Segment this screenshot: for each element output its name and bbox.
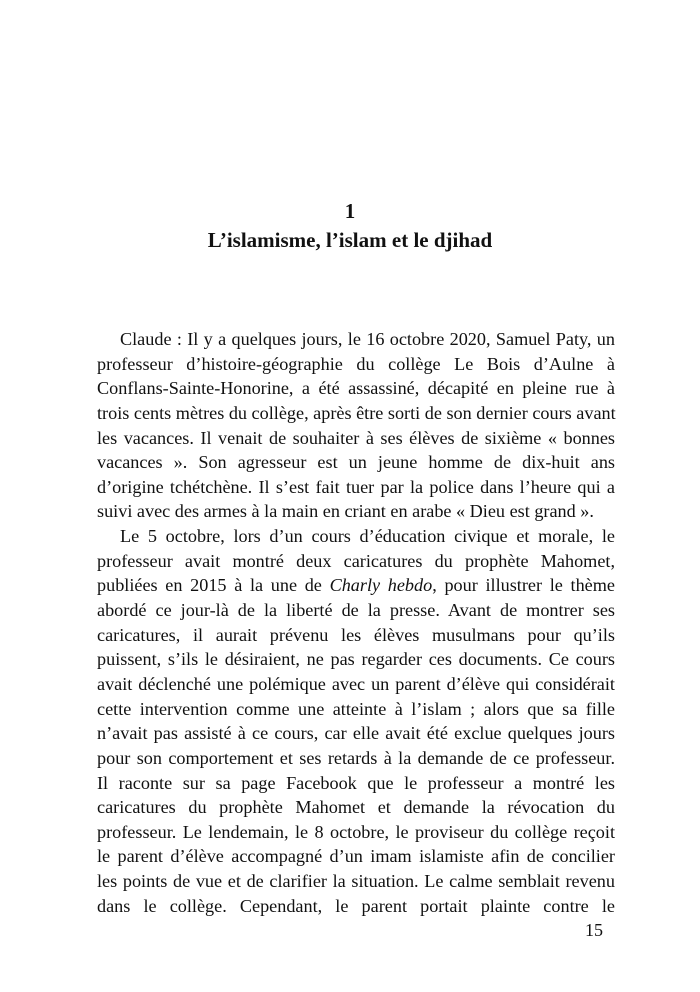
chapter-title: L’islamisme, l’islam et le djihad — [207, 228, 493, 252]
text-line: puissent, s’ils le désiraient, ne pas regarder ces documents. Ce cours — [97, 649, 615, 670]
text-line-with-italic — [97, 573, 615, 598]
text-line: dans le collège. Cependant, le parent portait plainte contre le — [97, 895, 615, 916]
publication-title: Charly hebdo — [329, 575, 433, 596]
text-line: les vacances. Il venait de souhaiter à ses élèves de sixième « bonnes — [97, 427, 615, 448]
text-line: d’origine tchétchène. Il s’est fait tuer par la police dans l’heure qui a — [97, 476, 615, 497]
text-line: trois cents mètres du collège, après être sorti de son dernier cours avant — [97, 402, 616, 423]
text-line: professeur d’histoire-géographie du collège Le Bois d’Aulne à — [97, 353, 615, 374]
text-line: vacances ». Son agresseur est un jeune homme de dix-huit ans — [97, 452, 615, 473]
text-line: abordé ce jour-là de la liberté de la presse. Avant de montrer ses — [97, 600, 615, 621]
text-line: pour son comportement et ses retards à la demande de ce professeur. — [97, 747, 615, 768]
page-number: 15 — [585, 920, 603, 940]
text-line: Conflans-Sainte-Honorine, a été assassiné, décapité en pleine rue à — [97, 378, 615, 399]
text-line: caricatures, il aurait prévenu les élèves musulmans pour qu’ils — [97, 624, 615, 645]
text-line: les points de vue et de clarifier la situation. Le calme semblait revenu — [97, 871, 615, 892]
text-line: n’avait pas assisté à ce cours, car elle avait été exclue quelques jours — [97, 723, 615, 744]
text-line: cette intervention comme une atteinte à l’islam ; alors que sa fille — [97, 698, 615, 719]
text-line: professeur avait montré deux caricatures du prophète Mahomet, — [97, 550, 615, 571]
text-line: caricatures du prophète Mahomet et demande la révocation du — [97, 797, 615, 818]
chapter-number: 1 — [344, 199, 356, 223]
text-line: Il raconte sur sa page Facebook que le professeur a montré les — [97, 772, 615, 793]
text-line: Le 5 octobre, lors d’un cours d’éducation civique et morale, le — [120, 526, 615, 547]
text-line: Claude : Il y a quelques jours, le 16 octobre 2020, Samuel Paty, un — [120, 329, 615, 349]
body-text — [97, 327, 615, 918]
text-line: le parent d’élève accompagné d’un imam islamiste afin de concilier — [97, 846, 615, 867]
text-run: publiées en 2015 à la une de — [97, 575, 330, 596]
text-line: suivi avec des armes à la main en criant en arabe « Dieu est grand ». — [97, 501, 594, 522]
text-line: avait déclenché une polémique avec un parent d’élève qui considérait — [97, 673, 615, 694]
text-run: , pour illustrer le thème — [432, 575, 615, 596]
text-line: professeur. Le lendemain, le 8 octobre, le proviseur du collège reçoit — [97, 821, 615, 842]
